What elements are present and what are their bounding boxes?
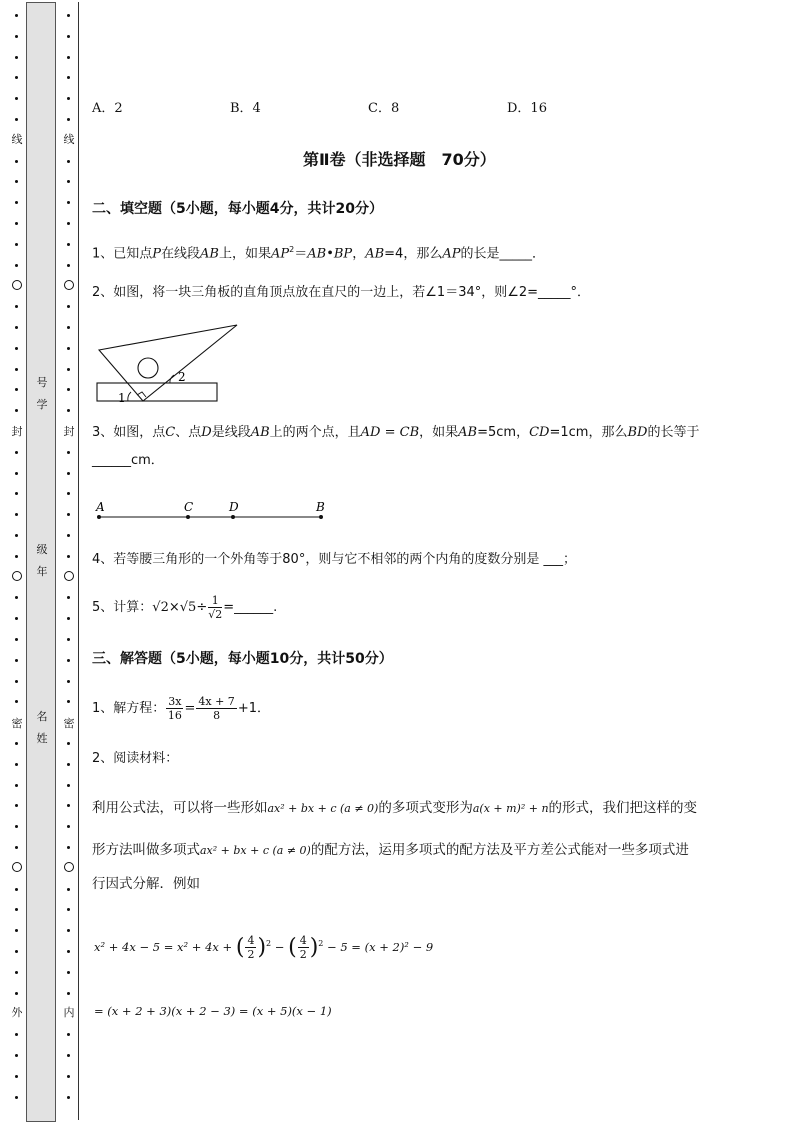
seal-inner-dot xyxy=(67,908,70,911)
seal-inner-dot xyxy=(67,201,70,204)
eq1-square: 2 xyxy=(266,939,272,948)
seal-char-inner-2: 封 xyxy=(63,425,75,438)
q1-product: AB•BP xyxy=(307,246,353,262)
seal-inner-dot xyxy=(67,222,70,225)
seal-outer-dot xyxy=(15,368,18,371)
s2-question-3 xyxy=(92,425,699,441)
q3-ab: AB xyxy=(458,425,478,440)
s2-question-3-blank: ______cm． xyxy=(92,453,164,468)
seal-inner-dot xyxy=(67,617,70,620)
seal-inner-dot xyxy=(67,1033,70,1036)
seal-inner-dot xyxy=(67,35,70,38)
seal-inner-dot xyxy=(67,680,70,683)
seal-outer-dot xyxy=(15,222,18,225)
point-d-dot xyxy=(231,515,235,519)
q1-part: 在线段 xyxy=(161,246,201,262)
ruler xyxy=(97,383,217,401)
seal-outer-dot xyxy=(15,659,18,662)
seal-inner-dot xyxy=(67,742,70,745)
eq1-paren-open: ( xyxy=(235,934,245,960)
q1-exponent: 2 xyxy=(289,245,295,254)
s3q1-fraction-1 xyxy=(166,695,183,722)
seal-inner-dot xyxy=(67,659,70,662)
seal-char-inner-1: 线 xyxy=(63,133,75,146)
eq1-part-a: x² + 4x − 5 = x² + 4x + xyxy=(94,939,233,954)
seal-inner-dot xyxy=(67,243,70,246)
seal-outer-circle xyxy=(12,571,22,581)
seal-inner-dot xyxy=(67,784,70,787)
eq1-paren-close: ) xyxy=(257,934,267,960)
eq1-num-2: 4 xyxy=(299,934,307,948)
seal-outer-dot xyxy=(15,513,18,516)
q1-ab: AB xyxy=(365,246,385,262)
seal-inner-circle xyxy=(64,280,74,290)
seal-outer-dot xyxy=(15,201,18,204)
seal-outer-dot xyxy=(15,180,18,183)
reading-text: 的多项式变形为 xyxy=(378,800,473,816)
label-ming: 名 xyxy=(36,710,48,723)
seal-outer-dot xyxy=(15,492,18,495)
point-b-label: B xyxy=(316,500,325,514)
reading-math: a(x + m)² + n xyxy=(472,802,549,815)
q3-cd: CD xyxy=(529,425,550,440)
reading-text: 的配方法，运用多项式的配方法及平方差公式能对一些多项式进 xyxy=(310,842,689,858)
point-d-label: D xyxy=(229,500,239,514)
seal-outer-dot xyxy=(15,804,18,807)
s3-question-2-lead: 2、阅读材料： xyxy=(92,751,179,766)
seal-inner-dot xyxy=(67,97,70,100)
seal-outer-dot xyxy=(15,971,18,974)
seal-inner-dot xyxy=(67,326,70,329)
q1-ap-2: AP xyxy=(442,246,461,262)
seal-outer-dot xyxy=(15,534,18,537)
seal-inner-dot xyxy=(67,492,70,495)
seal-inner-dot xyxy=(67,305,70,308)
q5-numerator: 1 xyxy=(208,594,222,608)
seal-char-outer-1: 线 xyxy=(11,133,23,146)
seal-outer-dot xyxy=(15,888,18,891)
label-nian: 年 xyxy=(36,565,48,578)
seal-char-outer-2: 封 xyxy=(11,425,23,438)
seal-outer-dot xyxy=(15,617,18,620)
q1-segment-ab: AB xyxy=(200,246,219,262)
seal-char-outer-4: 外 xyxy=(11,1006,23,1019)
s3-reading-line-1 xyxy=(92,800,697,817)
seal-char-inner-4: 内 xyxy=(63,1006,75,1019)
s3-example-eq-1 xyxy=(94,926,433,966)
angle-1-label: 1 xyxy=(118,391,126,405)
seal-outer-dot xyxy=(15,14,18,17)
seal-inner-dot xyxy=(67,368,70,371)
eq1-part-c: − 5 = (x + 2)² − 9 xyxy=(327,939,434,954)
seal-outer-dot xyxy=(15,451,18,454)
seal-inner-dot xyxy=(67,825,70,828)
q3-part: 、点 xyxy=(175,425,202,440)
seal-inner-dot xyxy=(67,160,70,163)
eq1-minus: − xyxy=(274,939,285,954)
q3-segment-ab: AB xyxy=(250,425,270,440)
q5-root-2: √2 xyxy=(152,600,169,615)
seal-inner-dot xyxy=(67,596,70,599)
seal-line-inner xyxy=(60,0,78,1123)
seal-inner-dot xyxy=(67,555,70,558)
choice-d: D．16 xyxy=(507,101,547,116)
seal-outer-dot xyxy=(15,992,18,995)
seal-inner-dot xyxy=(67,929,70,932)
seal-outer-circle xyxy=(12,280,22,290)
label-xing: 姓 xyxy=(36,732,48,745)
q5-root-5: √5 xyxy=(179,600,197,615)
seal-inner-circle xyxy=(64,571,74,581)
eq1-den-1: 2 xyxy=(247,948,255,962)
choice-b: B．4 xyxy=(230,101,261,116)
seal-outer-dot xyxy=(15,784,18,787)
seal-inner-dot xyxy=(67,638,70,641)
reading-text: 的形式，我们把这样的变 xyxy=(548,800,698,816)
seal-inner-dot xyxy=(67,971,70,974)
reading-text: 利用公式法，可以将一些形如 xyxy=(92,800,268,816)
s2-question-5 xyxy=(92,593,277,623)
reading-math: ax² + bx + c (a ≠ 0) xyxy=(267,802,379,815)
q5-div: ÷ xyxy=(196,600,208,615)
seal-inner-dot xyxy=(67,409,70,412)
seal-inner-dot xyxy=(67,763,70,766)
seal-inner-dot xyxy=(67,180,70,183)
eq1-den-2: 2 xyxy=(299,948,307,962)
q1-equals: ＝ xyxy=(294,246,308,262)
set-square-hole xyxy=(138,358,158,378)
seal-outer-dot xyxy=(15,908,18,911)
seal-outer-dot xyxy=(15,76,18,79)
seal-outer-dot xyxy=(15,680,18,683)
seal-outer-dot xyxy=(15,243,18,246)
triangle-ruler-figure xyxy=(94,322,242,406)
eq1-square: 2 xyxy=(318,939,324,948)
section3-heading: 三、解答题（5小题，每小题10分，共计50分） xyxy=(92,651,393,667)
seal-outer-dot xyxy=(15,638,18,641)
seal-outer-dot xyxy=(15,388,18,391)
section2-heading: 二、填空题（5小题，每小题4分，共计20分） xyxy=(92,201,383,217)
seal-inner-dot xyxy=(67,888,70,891)
part2-heading: 第Ⅱ卷（非选择题 70分） xyxy=(303,150,496,169)
q3-bd: BD xyxy=(627,425,648,440)
point-a-label: A xyxy=(96,500,105,514)
q1-part: 的长是_____． xyxy=(460,246,545,262)
angle-2-label: 2 xyxy=(178,370,186,384)
seal-outer-dot xyxy=(15,742,18,745)
seal-char-outer-3: 密 xyxy=(11,717,23,730)
point-b-dot xyxy=(319,515,323,519)
reading-math: ax² + bx + c (a ≠ 0) xyxy=(200,844,311,857)
q1-point-p: P xyxy=(152,246,162,262)
eq1-fraction-2 xyxy=(298,934,309,961)
eq1-paren-open: ( xyxy=(288,934,297,960)
seal-inner-dot xyxy=(67,56,70,59)
seal-inner-dot xyxy=(67,534,70,537)
set-square xyxy=(99,325,237,401)
q5-lead: 5、计算： xyxy=(92,600,153,615)
seal-outer-dot xyxy=(15,118,18,121)
seal-outer-dot xyxy=(15,264,18,267)
choice-c: C．8 xyxy=(368,101,400,116)
s2-question-4: 4、若等腰三角形的一个外角等于80°，则与它不相邻的两个内角的度数分别是 ___； xyxy=(92,552,576,567)
s2-question-1 xyxy=(92,242,545,262)
q3-part: =5cm， xyxy=(477,425,530,440)
q3-condition: AD = CB xyxy=(360,425,420,440)
seal-inner-dot xyxy=(67,264,70,267)
seal-inner-dot xyxy=(67,1054,70,1057)
q1-part: 1、已知点 xyxy=(92,246,153,262)
s3q1-num-1: 3x xyxy=(168,695,182,708)
q3-point-d: D xyxy=(201,425,212,440)
seal-inner-dot xyxy=(67,76,70,79)
s3-question-1 xyxy=(92,694,270,724)
q3-part: 的长等于 xyxy=(647,425,700,440)
label-hao: 号 xyxy=(36,376,48,389)
q3-part: 3、如图，点 xyxy=(92,425,166,440)
choice-a: A．2 xyxy=(92,101,123,116)
q5-times: × xyxy=(168,600,180,615)
seal-inner-dot xyxy=(67,950,70,953)
s3q1-equals: = xyxy=(184,701,196,716)
s3q1-den-1: 16 xyxy=(167,709,182,722)
s3-reading-line-3: 行因式分解．例如 xyxy=(92,876,200,892)
s3q1-fraction-2 xyxy=(196,695,236,722)
point-a-dot xyxy=(97,515,101,519)
q1-comma: ， xyxy=(352,246,366,262)
q3-part: =1cm，那么 xyxy=(549,425,628,440)
seal-inner-dot xyxy=(67,388,70,391)
seal-outer-dot xyxy=(15,1033,18,1036)
seal-inner-dot xyxy=(67,118,70,121)
q5-fraction xyxy=(208,594,222,621)
seal-outer-dot xyxy=(15,326,18,329)
point-c-dot xyxy=(186,515,190,519)
seal-outer-dot xyxy=(15,347,18,350)
seal-outer-dot xyxy=(15,472,18,475)
point-c-label: C xyxy=(184,500,194,514)
seal-inner-dot xyxy=(67,700,70,703)
segment-figure xyxy=(94,497,330,525)
s3q1-lead: 1、解方程： xyxy=(92,701,166,716)
seal-outer-dot xyxy=(15,409,18,412)
seal-outer-dot xyxy=(15,97,18,100)
eq1-fraction-1 xyxy=(245,934,256,961)
margin-divider xyxy=(78,2,79,1120)
label-xue: 学 xyxy=(36,398,48,411)
s3-reading-line-2 xyxy=(92,842,689,859)
seal-outer-dot xyxy=(15,763,18,766)
q3-part: 是线段 xyxy=(211,425,251,440)
q5-tail: =______. xyxy=(223,600,278,615)
q1-part: 上，如果 xyxy=(219,246,272,262)
seal-outer-dot xyxy=(15,825,18,828)
seal-inner-dot xyxy=(67,14,70,17)
q3-part: ，如果 xyxy=(419,425,459,440)
seal-char-inner-3: 密 xyxy=(63,717,75,730)
student-info-band xyxy=(26,2,56,1122)
s2-question-2: 2、如图，将一块三角板的直角顶点放在直尺的一边上，若∠1＝34°，则∠2=_____°． xyxy=(92,285,591,300)
reading-text: 形方法叫做多项式 xyxy=(92,842,200,858)
q3-part: 上的两个点，且 xyxy=(269,425,361,440)
seal-inner-dot xyxy=(67,992,70,995)
seal-inner-dot xyxy=(67,451,70,454)
seal-outer-dot xyxy=(15,700,18,703)
s3-example-eq-2: = (x + 2 + 3)(x + 2 − 3) = (x + 5)(x − 1) xyxy=(94,1004,332,1018)
seal-inner-dot xyxy=(67,846,70,849)
seal-outer-dot xyxy=(15,1075,18,1078)
seal-outer-dot xyxy=(15,596,18,599)
q3-point-c: C xyxy=(165,425,176,440)
seal-outer-circle xyxy=(12,862,22,872)
seal-outer-dot xyxy=(15,929,18,932)
q1-ap: AP xyxy=(271,246,290,262)
q1-part: =4，那么 xyxy=(384,246,443,262)
seal-outer-dot xyxy=(15,305,18,308)
seal-outer-dot xyxy=(15,35,18,38)
seal-inner-dot xyxy=(67,513,70,516)
seal-inner-circle xyxy=(64,862,74,872)
seal-outer-dot xyxy=(15,1054,18,1057)
seal-inner-dot xyxy=(67,1075,70,1078)
s3q1-den-2: 8 xyxy=(213,709,221,722)
seal-outer-dot xyxy=(15,950,18,953)
angle-1-arc xyxy=(128,392,131,401)
seal-outer-dot xyxy=(15,160,18,163)
eq1-paren-close: ) xyxy=(309,934,319,960)
seal-inner-dot xyxy=(67,347,70,350)
s3q1-tail: +1． xyxy=(237,701,270,716)
eq1-num-1: 4 xyxy=(247,934,255,948)
seal-outer-dot xyxy=(15,846,18,849)
seal-inner-dot xyxy=(67,1096,70,1099)
seal-inner-dot xyxy=(67,804,70,807)
s3q1-num-2: 4x + 7 xyxy=(198,695,235,708)
q5-denominator: √2 xyxy=(208,608,223,621)
seal-inner-dot xyxy=(67,472,70,475)
seal-line-outer xyxy=(8,0,26,1123)
seal-outer-dot xyxy=(15,1096,18,1099)
label-ji: 级 xyxy=(36,543,48,556)
seal-outer-dot xyxy=(15,555,18,558)
seal-outer-dot xyxy=(15,56,18,59)
